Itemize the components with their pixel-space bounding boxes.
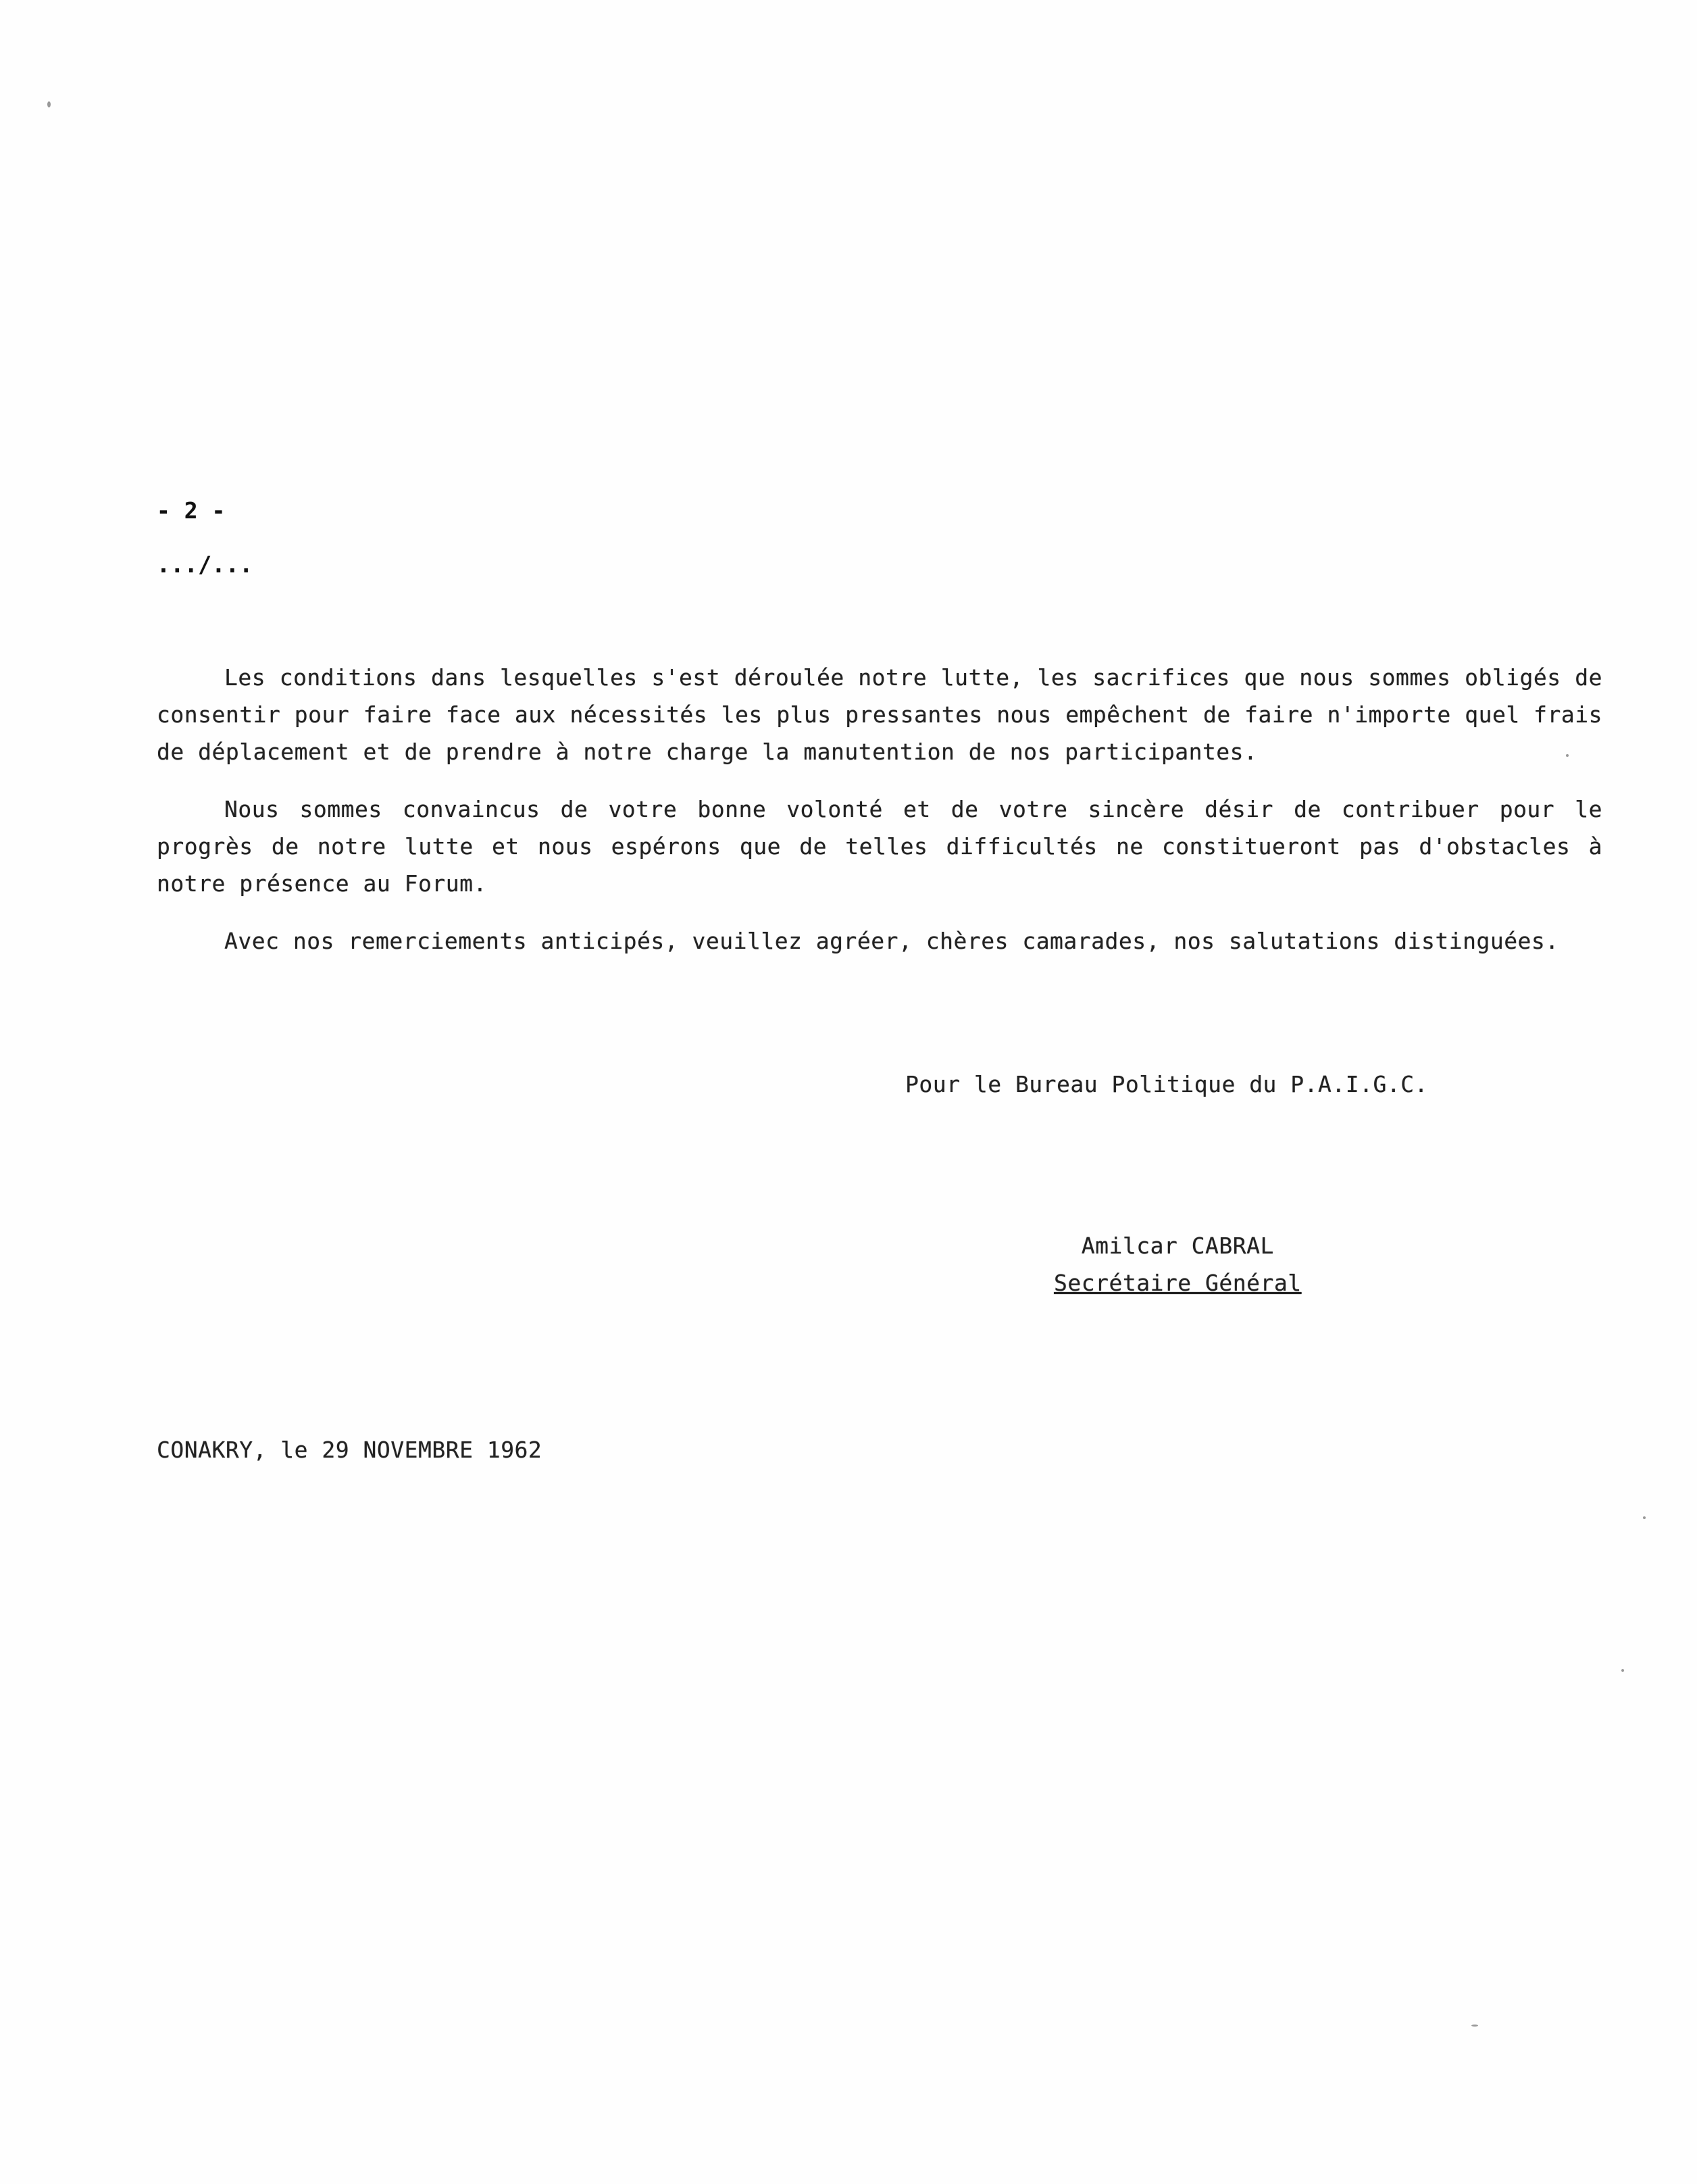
scan-speck [1471,2025,1478,2027]
date-place: CONAKRY, le 29 NOVEMBRE 1962 [157,1437,542,1463]
paragraph-salutation: Avec nos remerciements anticipés, veuillez agréer, chères camarades, nos salutations distinguées. [224,928,1559,954]
closing-line: Pour le Bureau Politique du P.A.I.G.C. [905,1071,1428,1097]
letter-body [157,659,1602,980]
signature-block [1054,1227,1302,1301]
page-number: - 2 - [157,497,226,524]
scan-speck [1621,1669,1624,1672]
signer-title: Secrétaire Général [1054,1270,1302,1296]
paragraph-conviction: Nous sommes convaincus de votre bonne volonté et de votre sincère désir de contribuer pour le progrès de notre lutte et nous espérons que de telles difficultés ne constitueront pas d'obstacles à notre présence au Forum. [157,796,1602,897]
scan-speck [1643,1516,1646,1519]
continuation-mark: .../... [157,551,253,578]
paragraph-conditions: Les conditions dans lesquelles s'est déroulée notre lutte, les sacrifices que nous sommes obligés de consentir pour faire face aux nécessités les plus pressantes nous empêchent de faire n'importe quel frais de déplacement et de prendre à notre charge la manutention de nos participantes. [157,664,1602,765]
signer-name: Amilcar CABRAL [1081,1233,1274,1259]
scan-speck [47,101,51,107]
